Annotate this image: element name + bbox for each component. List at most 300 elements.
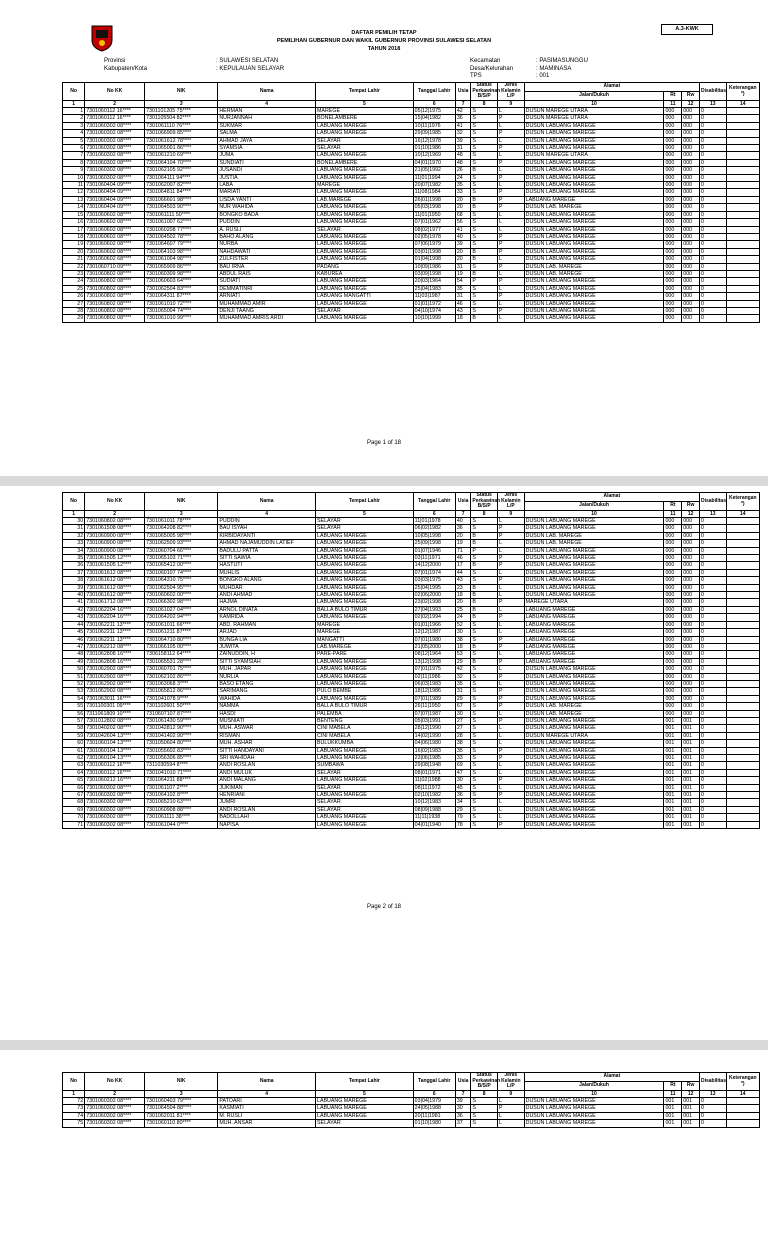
table-cell: 7301064811 84**** <box>145 189 218 196</box>
table-cell: 5 <box>63 137 85 144</box>
table-cell: 24 <box>455 614 471 621</box>
col-number: 13 <box>699 511 726 518</box>
table-cell: 02|06|2000 <box>413 592 455 599</box>
table-cell: L <box>498 584 525 591</box>
table-cell: 000 <box>682 307 700 314</box>
table-cell: 0 <box>699 577 726 584</box>
table-cell: B <box>471 540 498 547</box>
table-cell: 7301040202 08**** <box>85 725 145 732</box>
table-cell: 7301060603 64**** <box>145 278 218 285</box>
table-cell: LABUANG MAREGE <box>316 532 414 539</box>
table-cell <box>726 315 759 322</box>
table-cell <box>726 762 759 769</box>
table-cell: 7301062204 16**** <box>85 606 145 613</box>
table-cell: JUKIMAN <box>218 784 316 791</box>
table-row <box>63 651 760 658</box>
table-row <box>63 182 760 189</box>
table-cell: 47 <box>455 769 471 776</box>
table-cell: DUSUN LABUANG MAREGE <box>524 784 664 791</box>
table-cell: 001 <box>682 725 700 732</box>
table-cell: 04|06|1980 <box>413 740 455 747</box>
table-cell: 31 <box>455 145 471 152</box>
table-cell: 14|12|2000 <box>413 562 455 569</box>
table-cell: LABUANG MAREGE <box>316 562 414 569</box>
table-cell: MUH. ASHAR <box>218 740 316 747</box>
table-cell: 7301060802 08**** <box>85 278 145 285</box>
table-cell: 20|03|1964 <box>413 278 455 285</box>
table-cell: P <box>498 525 525 532</box>
table-cell: P <box>498 174 525 181</box>
table-row <box>63 629 760 636</box>
table-cell: 40 <box>455 233 471 240</box>
table-cell: 7306158112 64**** <box>145 651 218 658</box>
table-cell: 7301060302 08**** <box>85 130 145 137</box>
table-cell: 24|05|1988 <box>413 1105 455 1112</box>
table-cell: 7301061010 72**** <box>145 300 218 307</box>
kecamatan-value: : PASIMASUNGGU <box>536 58 588 64</box>
table-cell: L <box>498 1112 525 1119</box>
table-cell <box>726 226 759 233</box>
table-cell: 000 <box>682 174 700 181</box>
table-cell: L <box>498 300 525 307</box>
table-cell: LABUANG MAREGE <box>524 606 664 613</box>
table-cell: 30 <box>455 710 471 717</box>
table-cell: HERMAN <box>218 108 316 115</box>
col-number: 7 <box>455 511 471 518</box>
table-cell: LABUANG MAREGE <box>316 248 414 255</box>
table-cell: 000 <box>682 248 700 255</box>
table-cell: NAPISA <box>218 821 316 828</box>
table-cell: 0 <box>699 740 726 747</box>
table-cell: 001 <box>682 769 700 776</box>
table-cell: 38 <box>63 577 85 584</box>
table-cell <box>726 211 759 218</box>
table-cell: NAMMA <box>218 703 316 710</box>
table-cell: M. RUSLI <box>218 1112 316 1119</box>
table-cell: 000 <box>682 241 700 248</box>
table-cell: 36 <box>455 1112 471 1119</box>
table-cell: 7301060309 98**** <box>145 270 218 277</box>
table-cell <box>726 792 759 799</box>
table-cell: 000 <box>682 137 700 144</box>
table-cell: 28 <box>455 732 471 739</box>
table-cell: 000 <box>664 703 682 710</box>
table-cell: S <box>471 806 498 813</box>
table-cell: SELAYAR <box>316 226 414 233</box>
table-cell <box>726 680 759 687</box>
table-cell: 000 <box>682 293 700 300</box>
table-row <box>63 710 760 717</box>
table-cell: 000 <box>682 577 700 584</box>
table-cell: LABUANG MAREGE <box>316 569 414 576</box>
table-cell: L <box>498 122 525 129</box>
table-cell: 0 <box>699 315 726 322</box>
table-cell: P <box>498 130 525 137</box>
table-cell: P <box>471 547 498 554</box>
table-cell <box>726 673 759 680</box>
table-cell: 0 <box>699 182 726 189</box>
table-cell: DUSUN LABUANG MAREGE <box>524 159 664 166</box>
table-cell: JUMA <box>218 152 316 159</box>
table-cell: 0 <box>699 547 726 554</box>
table-cell: L <box>498 806 525 813</box>
table-cell <box>726 769 759 776</box>
table-cell: 29 <box>455 806 471 813</box>
col-number: 11 <box>664 1091 682 1098</box>
table-cell: 0 <box>699 167 726 174</box>
table-cell: 7301042812 90**** <box>145 725 218 732</box>
table-cell: 20 <box>455 599 471 606</box>
table-cell: 0 <box>699 219 726 226</box>
table-row <box>63 606 760 613</box>
table-row <box>63 226 760 233</box>
table-cell: 0 <box>699 300 726 307</box>
table-cell: 01|04|1998 <box>413 256 455 263</box>
table-cell: 001 <box>682 732 700 739</box>
table-cell: 27 <box>455 725 471 732</box>
table-cell: 001 <box>682 799 700 806</box>
table-cell: 7301062204 16**** <box>85 614 145 621</box>
table-cell: 08|11|1972 <box>413 784 455 791</box>
table-cell: 10|11|1976 <box>413 122 455 129</box>
table-cell <box>726 122 759 129</box>
table-cell: DUSUN LABUANG MAREGE <box>524 717 664 724</box>
col-header-kk: No KK <box>85 83 145 101</box>
table-cell: 000 <box>682 196 700 203</box>
col-number: 7 <box>455 101 471 108</box>
table-cell: 7301060900 08**** <box>85 540 145 547</box>
table-cell: 25 <box>455 606 471 613</box>
col-number: 3 <box>145 101 218 108</box>
table-cell: MUHAMMAD AMIR <box>218 300 316 307</box>
table-cell: 7301060602 08**** <box>85 211 145 218</box>
table-cell: 11|01|1950 <box>413 211 455 218</box>
table-cell: 7301056306 85**** <box>145 755 218 762</box>
table-cell: 7301060403 79**** <box>145 1098 218 1105</box>
table-cell <box>726 755 759 762</box>
table-cell: 0 <box>699 115 726 122</box>
table-cell: P <box>498 248 525 255</box>
col-number: 8 <box>471 101 498 108</box>
table-cell: 0 <box>699 710 726 717</box>
table-cell: 7301060302 08**** <box>85 784 145 791</box>
table-cell: 67 <box>63 792 85 799</box>
table-cell: DUSUN LABUANG MAREGE <box>524 577 664 584</box>
table-cell: A. RUSLI <box>218 226 316 233</box>
table-cell: 42 <box>63 606 85 613</box>
table-cell: 55 <box>63 703 85 710</box>
table-cell <box>726 196 759 203</box>
table-row <box>63 806 760 813</box>
table-cell: 26 <box>455 167 471 174</box>
table-cell: 11|01|1978 <box>413 518 455 525</box>
table-cell <box>726 293 759 300</box>
table-cell: 001 <box>682 1105 700 1112</box>
table-cell: DUSUN LABUANG MAREGE <box>524 762 664 769</box>
table-cell: 7301061007 62**** <box>145 219 218 226</box>
table-cell: 7301060104 13**** <box>85 747 145 754</box>
table-cell: 001 <box>682 777 700 784</box>
table-cell: 000 <box>682 569 700 576</box>
table-cell: 7301061211 87**** <box>145 629 218 636</box>
col-header-tempat-lahir: Tempat Lahir <box>316 493 414 511</box>
table-cell: 0 <box>699 703 726 710</box>
voter-table-page-3 <box>62 1072 760 1128</box>
table-cell: LABUANG MAREGE <box>316 204 414 211</box>
table-cell: 30 <box>455 629 471 636</box>
table-cell: 000 <box>664 152 682 159</box>
table-cell: 7301062011 81**** <box>145 1112 218 1119</box>
table-cell <box>726 182 759 189</box>
table-row <box>63 211 760 218</box>
table-cell <box>726 300 759 307</box>
table-cell: S <box>471 747 498 754</box>
table-cell: 7301062808 16**** <box>85 658 145 665</box>
table-cell: S <box>471 159 498 166</box>
table-cell: 01|01|1966 <box>413 621 455 628</box>
table-cell: 000 <box>664 115 682 122</box>
table-cell: MAREGE UTARA <box>524 599 664 606</box>
table-cell: 64 <box>63 769 85 776</box>
table-cell: LABUANG MAREGE <box>316 814 414 821</box>
table-cell: P <box>498 755 525 762</box>
table-cell: L <box>498 629 525 636</box>
table-cell: DUSUN LABUANG MAREGE <box>524 592 664 599</box>
table-cell: S <box>471 122 498 129</box>
table-cell: 0 <box>699 658 726 665</box>
table-cell: S <box>471 555 498 562</box>
table-row <box>63 174 760 181</box>
desa-value: : MAMINASA <box>536 65 572 72</box>
table-cell: SELAYAR <box>316 806 414 813</box>
table-row <box>63 1120 760 1127</box>
table-cell: LABUANG MAREGE <box>316 211 414 218</box>
table-row <box>63 189 760 196</box>
table-row <box>63 293 760 300</box>
table-cell: 7301064208 82**** <box>145 525 218 532</box>
table-cell: B <box>471 606 498 613</box>
col-number: 11 <box>664 511 682 518</box>
table-row <box>63 592 760 599</box>
table-cell: 000 <box>664 658 682 665</box>
table-cell: 7301042604 13**** <box>85 732 145 739</box>
table-cell <box>726 241 759 248</box>
table-cell: 000 <box>682 152 700 159</box>
table-cell <box>726 703 759 710</box>
table-cell: LABUANG MAREGE <box>316 695 414 702</box>
table-cell: 000 <box>664 695 682 702</box>
col-number: 9 <box>498 511 525 518</box>
table-cell: 8 <box>63 159 85 166</box>
table-row <box>63 1112 760 1119</box>
table-cell: 000 <box>682 592 700 599</box>
table-cell: 0 <box>699 518 726 525</box>
table-cell <box>726 577 759 584</box>
table-cell: 7301062902 08**** <box>85 673 145 680</box>
table-row <box>63 717 760 724</box>
table-cell <box>726 740 759 747</box>
table-cell: MUHAMMAD AMRIS ARDI <box>218 315 316 322</box>
table-cell: SALMA <box>218 130 316 137</box>
table-cell: 7301064502 78**** <box>145 233 218 240</box>
table-cell: 7301061210 69**** <box>145 152 218 159</box>
table-cell: MUHDAR <box>218 584 316 591</box>
table-cell: LABUANG MAREGE <box>524 629 664 636</box>
table-cell: 7301060302 08**** <box>85 122 145 129</box>
table-row <box>63 145 760 152</box>
table-cell: 26 <box>63 293 85 300</box>
table-row <box>63 747 760 754</box>
table-cell: 9 <box>63 167 85 174</box>
table-cell: B <box>471 562 498 569</box>
table-cell: 36 <box>455 115 471 122</box>
table-cell: 7301060404 09**** <box>85 189 145 196</box>
table-cell: PADANG <box>316 263 414 270</box>
table-cell: S <box>471 695 498 702</box>
table-cell: MUSNIATI <box>218 717 316 724</box>
table-cell: BENTENG <box>316 717 414 724</box>
table-cell: 0 <box>699 307 726 314</box>
table-cell: S <box>471 740 498 747</box>
desa-label: Desa/Kelurahan <box>470 65 514 72</box>
table-cell: S <box>471 233 498 240</box>
table-cell: 08|09|1988 <box>413 806 455 813</box>
form-code: A.3-KWK <box>661 24 713 35</box>
table-cell: ABDUL RAIS <box>218 270 316 277</box>
table-cell: LISDA YANTI <box>218 196 316 203</box>
table-cell: 7301060602 08**** <box>85 226 145 233</box>
table-cell: 70 <box>63 814 85 821</box>
table-cell: B <box>471 599 498 606</box>
table-cell: BADOLLAHI <box>218 814 316 821</box>
table-cell: 001 <box>664 784 682 791</box>
table-cell: 000 <box>664 226 682 233</box>
table-cell: 001 <box>664 1098 682 1105</box>
table-row <box>63 688 760 695</box>
table-cell: P <box>498 233 525 240</box>
table-row <box>63 547 760 554</box>
table-cell: S <box>471 1098 498 1105</box>
table-cell: 7301061004 98**** <box>145 256 218 263</box>
table-cell: DUSUN LABUANG MAREGE <box>524 122 664 129</box>
table-cell: 001 <box>664 747 682 754</box>
table-cell: 46 <box>455 300 471 307</box>
table-cell: L <box>498 270 525 277</box>
table-cell <box>726 725 759 732</box>
table-cell: 7301060112 16**** <box>85 762 145 769</box>
table-cell: 000 <box>682 710 700 717</box>
table-row <box>63 821 760 828</box>
table-cell: 000 <box>664 688 682 695</box>
table-cell: 7301060602 08**** <box>85 233 145 240</box>
table-cell: 11|01|1994 <box>413 174 455 181</box>
table-cell <box>726 799 759 806</box>
table-cell: 001 <box>664 1120 682 1127</box>
table-cell: 7301060302 08**** <box>85 1120 145 1127</box>
table-cell: 001 <box>682 1120 700 1127</box>
table-cell: B <box>471 315 498 322</box>
table-cell <box>726 167 759 174</box>
col-header-rt: Rt <box>664 1082 682 1091</box>
table-cell: SELAYAR <box>316 799 414 806</box>
table-row <box>63 256 760 263</box>
table-cell: 7301060802 08**** <box>85 270 145 277</box>
table-cell <box>726 204 759 211</box>
table-cell: 7301061011 66**** <box>145 621 218 628</box>
table-cell: LABUANG MAREGE <box>316 130 414 137</box>
table-cell: 12|12|1987 <box>413 629 455 636</box>
table-row <box>63 725 760 732</box>
table-cell: 000 <box>682 211 700 218</box>
table-cell: DUSUN LABUANG MAREGE <box>524 1105 664 1112</box>
table-cell: 0 <box>699 525 726 532</box>
table-cell: 18 <box>455 643 471 650</box>
table-cell: 54 <box>455 278 471 285</box>
table-row <box>63 555 760 562</box>
table-cell: L <box>498 547 525 554</box>
table-cell: P <box>498 636 525 643</box>
table-cell: 23 <box>63 270 85 277</box>
table-cell: 7301060110 80**** <box>145 1120 218 1127</box>
col-header-jalan: Jalan/Dukuh <box>524 92 664 101</box>
table-cell: RISMAN <box>218 732 316 739</box>
table-cell: 000 <box>664 233 682 240</box>
table-cell: 7301060302 08**** <box>85 174 145 181</box>
table-cell: 29 <box>455 695 471 702</box>
table-cell: MUH. ANSAR <box>218 1120 316 1127</box>
table-cell: 7301012802 08**** <box>85 717 145 724</box>
table-cell: L <box>498 285 525 292</box>
table-cell: 000 <box>682 278 700 285</box>
col-number: 12 <box>682 511 700 518</box>
table-cell: 000 <box>664 108 682 115</box>
table-cell: LABUANG MAREGE <box>316 1112 414 1119</box>
table-cell: P <box>498 532 525 539</box>
table-cell: 000 <box>682 204 700 211</box>
table-cell: 7301060302 08**** <box>85 167 145 174</box>
table-cell: NURJANNAH <box>218 115 316 122</box>
table-cell: PATOARI <box>218 1098 316 1105</box>
table-cell: DUSUN LABUANG MAREGE <box>524 695 664 702</box>
table-cell: L <box>498 540 525 547</box>
table-cell: 000 <box>664 599 682 606</box>
table-cell: 0 <box>699 1105 726 1112</box>
table-cell: 000 <box>664 606 682 613</box>
table-row <box>63 680 760 687</box>
table-cell: P <box>498 703 525 710</box>
table-row <box>63 285 760 292</box>
table-row <box>63 278 760 285</box>
table-cell: SITTI SYAMSIAH <box>218 658 316 665</box>
table-cell: LABUANG MAREGE <box>316 241 414 248</box>
table-cell: 0 <box>699 747 726 754</box>
table-cell: 001 <box>682 784 700 791</box>
table-cell <box>726 814 759 821</box>
table-cell: 10|12|1983 <box>413 799 455 806</box>
table-cell <box>726 189 759 196</box>
table-cell: 0 <box>699 643 726 650</box>
table-cell <box>726 248 759 255</box>
table-cell: L <box>498 167 525 174</box>
table-cell: P <box>498 792 525 799</box>
table-cell: 29|08|1948 <box>413 762 455 769</box>
table-row <box>63 599 760 606</box>
table-cell: LAB.MAREGE <box>316 643 414 650</box>
table-cell: 0 <box>699 695 726 702</box>
table-cell: DUSUN LAB. MAREGE <box>524 540 664 547</box>
col-number: 2 <box>85 511 145 518</box>
table-cell: DUSUN LABUANG MAREGE <box>524 725 664 732</box>
